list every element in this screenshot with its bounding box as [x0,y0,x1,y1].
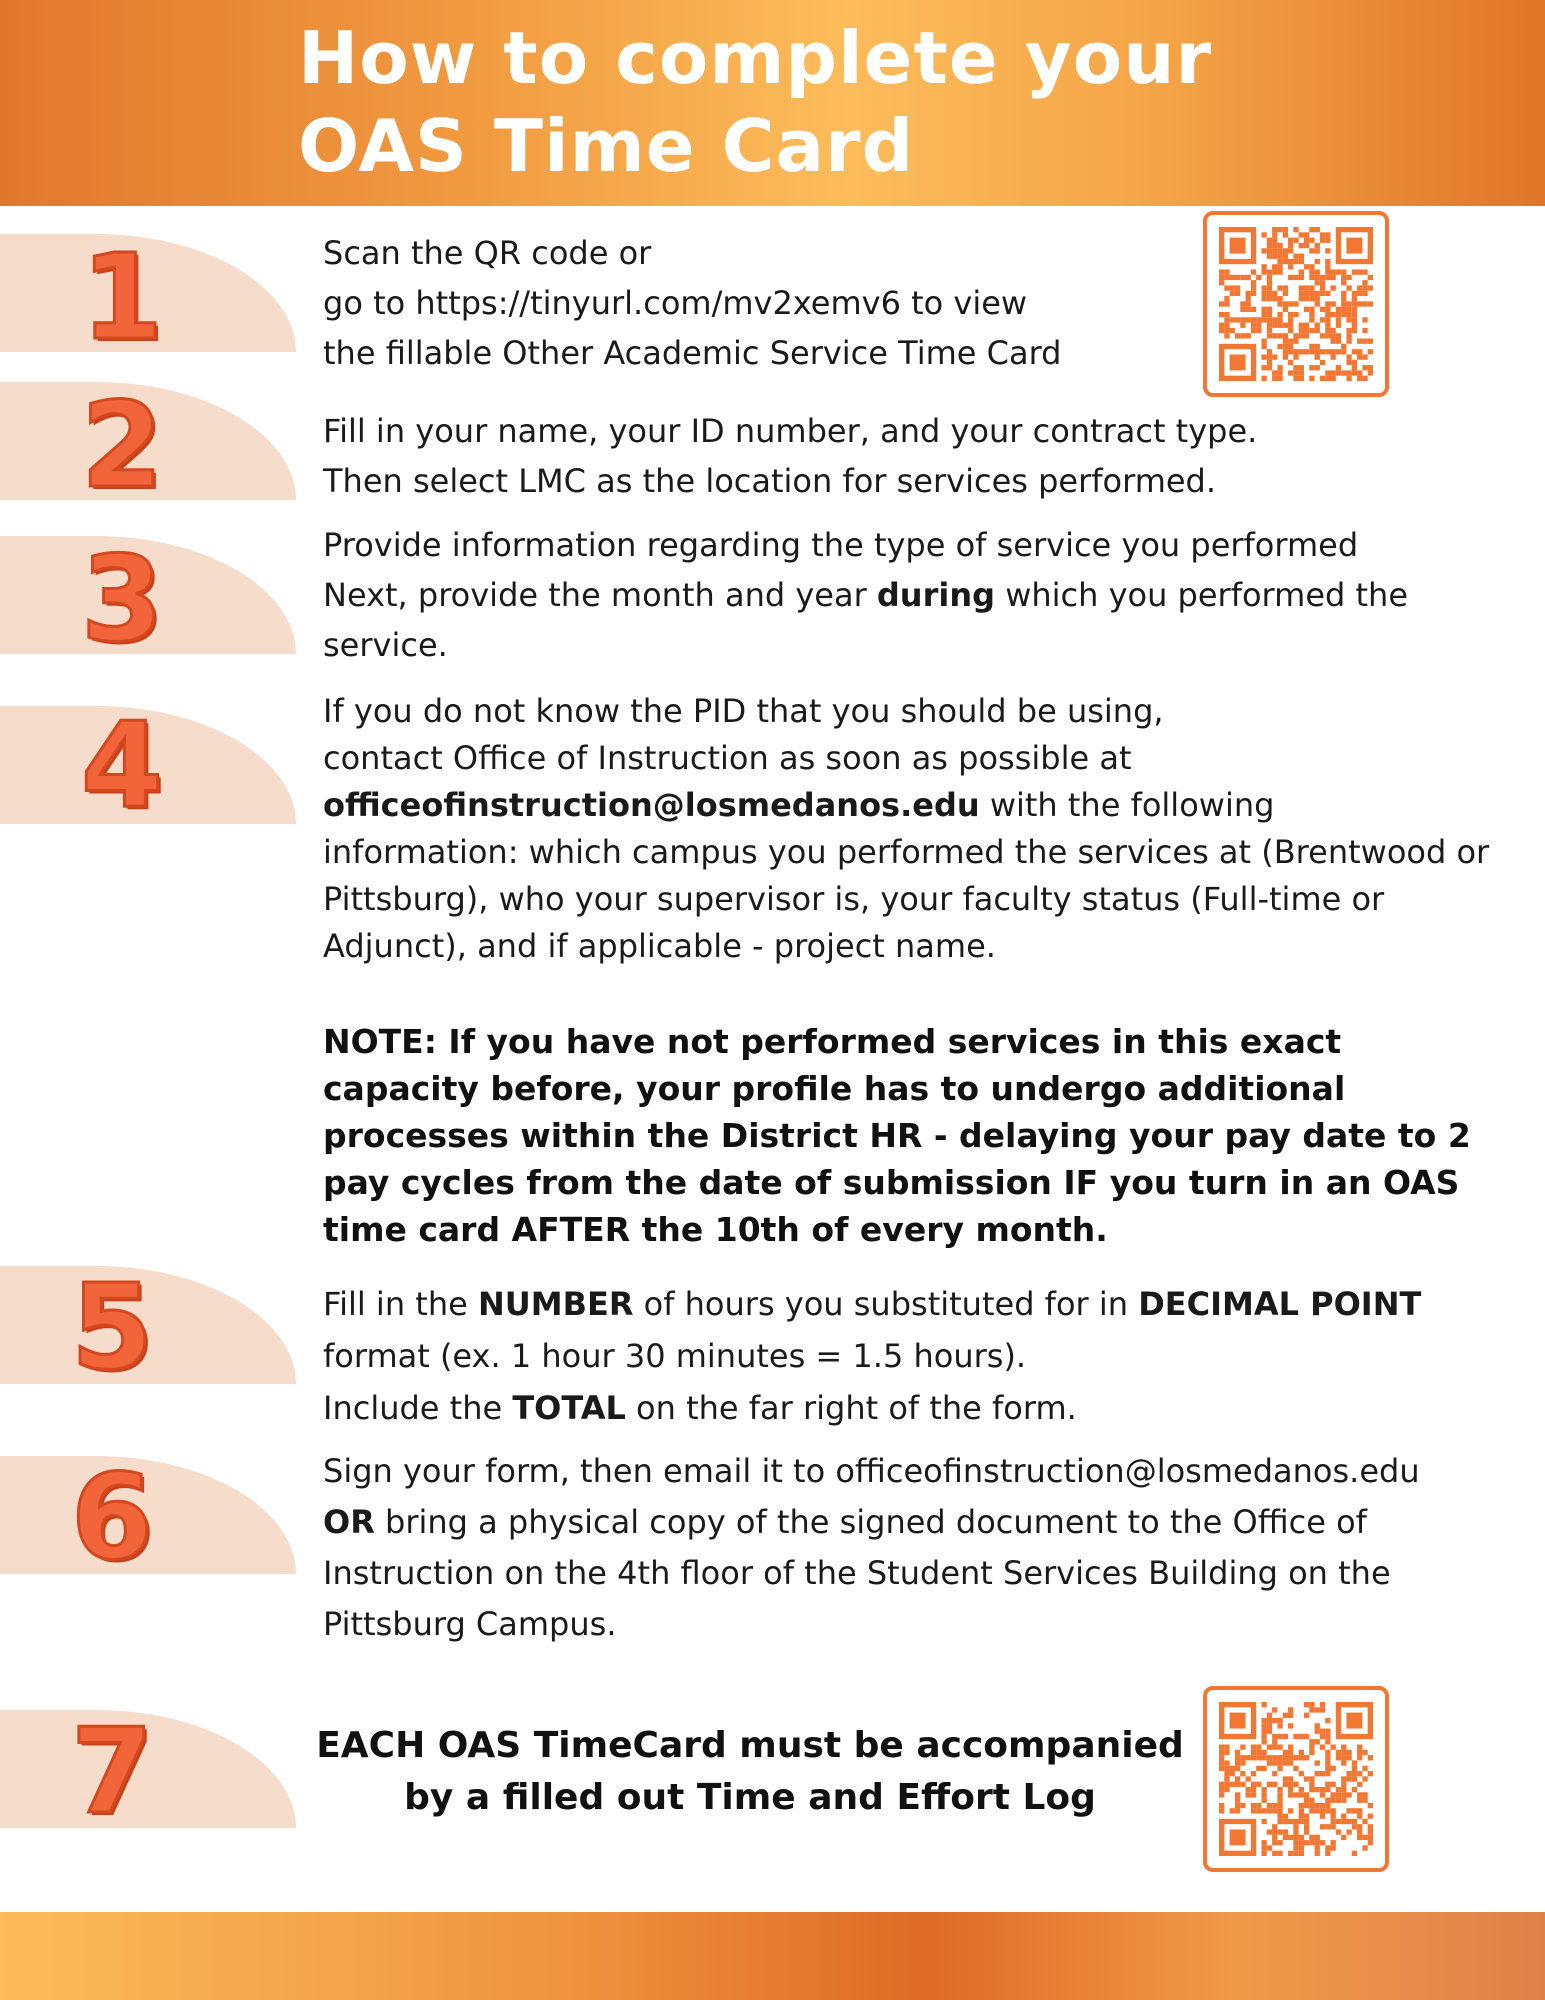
step-2-text [323,406,1257,506]
step-6-number: 6 [70,1448,154,1586]
step-5-text [323,1278,1421,1434]
page-title [298,14,1212,190]
step-6-text-segment: bring a physical copy of the signed document to the Office of [374,1503,1367,1541]
step-3-line: Provide information regarding the type of service you performed [323,526,1359,564]
qr-code-effort-log[interactable] [1203,1686,1389,1872]
title-line-2: OAS Time Card [298,104,915,188]
step-6-line: Instruction on the 4th floor of the Student Services Building on the [323,1554,1391,1592]
step-1-line: Scan the QR code or [323,234,652,272]
header-banner [0,0,1545,206]
step-5-text-segment: of hours you substituted for in [633,1285,1139,1323]
step-4-line: Pittsburg), who your supervisor is, your faculty status (Full-time or [323,880,1385,918]
step-3-line: service. [323,626,448,664]
note-line: NOTE: If you have not performed services in this exact [323,1022,1342,1061]
office-email-link[interactable]: officeofinstruction@losmedanos.edu [323,786,980,824]
step-1-text [323,228,1061,378]
step-4-line: Adjunct), and if applicable - project name. [323,927,996,965]
step-3-line [323,570,1408,620]
step-6-line: Pittsburg Campus. [323,1605,617,1643]
step-5-line [323,1278,1421,1330]
step-2-line: Then select LMC as the location for services performed. [323,462,1217,500]
step-4-line [323,782,1489,829]
step-7-line: EACH OAS TimeCard must be accompanied [316,1725,1184,1766]
step-2-line: Fill in your name, your ID number, and your contract type. [323,412,1258,450]
step-5-text-segment: Fill in the [323,1285,478,1323]
step-7-number: 7 [70,1702,154,1840]
step-4-number: 4 [80,696,164,834]
note-line: capacity before, your profile has to undergo additional [323,1069,1346,1108]
step-1-line: the fillable Other Academic Service Time Card [323,334,1062,372]
step-5-text-segment: Include the [323,1389,513,1427]
note-line: pay cycles from the date of submission IF you turn in an OAS [323,1163,1460,1202]
step-6-line [323,1497,1420,1548]
step-6-text [323,1446,1420,1650]
step-5-bold-word: NUMBER [477,1285,634,1323]
qr-code-icon [1219,227,1373,381]
step-5-text-segment: on the far right of the form. [625,1389,1077,1427]
step-1-number: 1 [80,228,164,366]
title-line-1: How to complete your [298,16,1212,100]
qr-code-timecard[interactable] [1203,211,1389,397]
step-4-line: information: which campus you performed the services at (Brentwood or [323,833,1490,871]
step-3-bold-word: during [876,576,996,614]
step-1-link-line[interactable]: go to https://tinyurl.com/mv2xemv6 to view [323,284,1028,322]
step-6-bold-word: OR [323,1503,375,1541]
note-line: time card AFTER the 10th of every month. [323,1210,1108,1249]
step-5-line: format (ex. 1 hour 30 minutes = 1.5 hours). [323,1337,1027,1375]
step-5-number: 5 [70,1258,154,1396]
step-4-line: If you do not know the PID that you should be using, [323,692,1164,730]
step-7-text [300,1720,1200,1824]
note-block [323,1018,1471,1253]
step-7-line: by a filled out Time and Effort Log [404,1777,1096,1818]
step-6-line: Sign your form, then email it to officeofinstruction@losmedanos.edu [323,1452,1420,1490]
step-5-bold-word: TOTAL [512,1389,626,1427]
step-3-text-segment: which you performed the [995,576,1408,614]
step-5-bold-word: DECIMAL POINT [1138,1285,1422,1323]
step-5-line [323,1382,1421,1434]
step-2-number: 2 [80,376,164,514]
step-4-text-segment: with the following [979,786,1275,824]
qr-code-icon [1219,1702,1373,1856]
step-3-text [323,520,1408,670]
note-line: processes within the District HR - delaying your pay date to 2 [323,1116,1471,1155]
step-3-text-segment: Next, provide the month and year [323,576,877,614]
step-3-number: 3 [80,530,164,668]
footer-banner [0,1912,1545,2000]
step-4-line: contact Office of Instruction as soon as possible at [323,739,1132,777]
step-4-text [323,688,1489,970]
